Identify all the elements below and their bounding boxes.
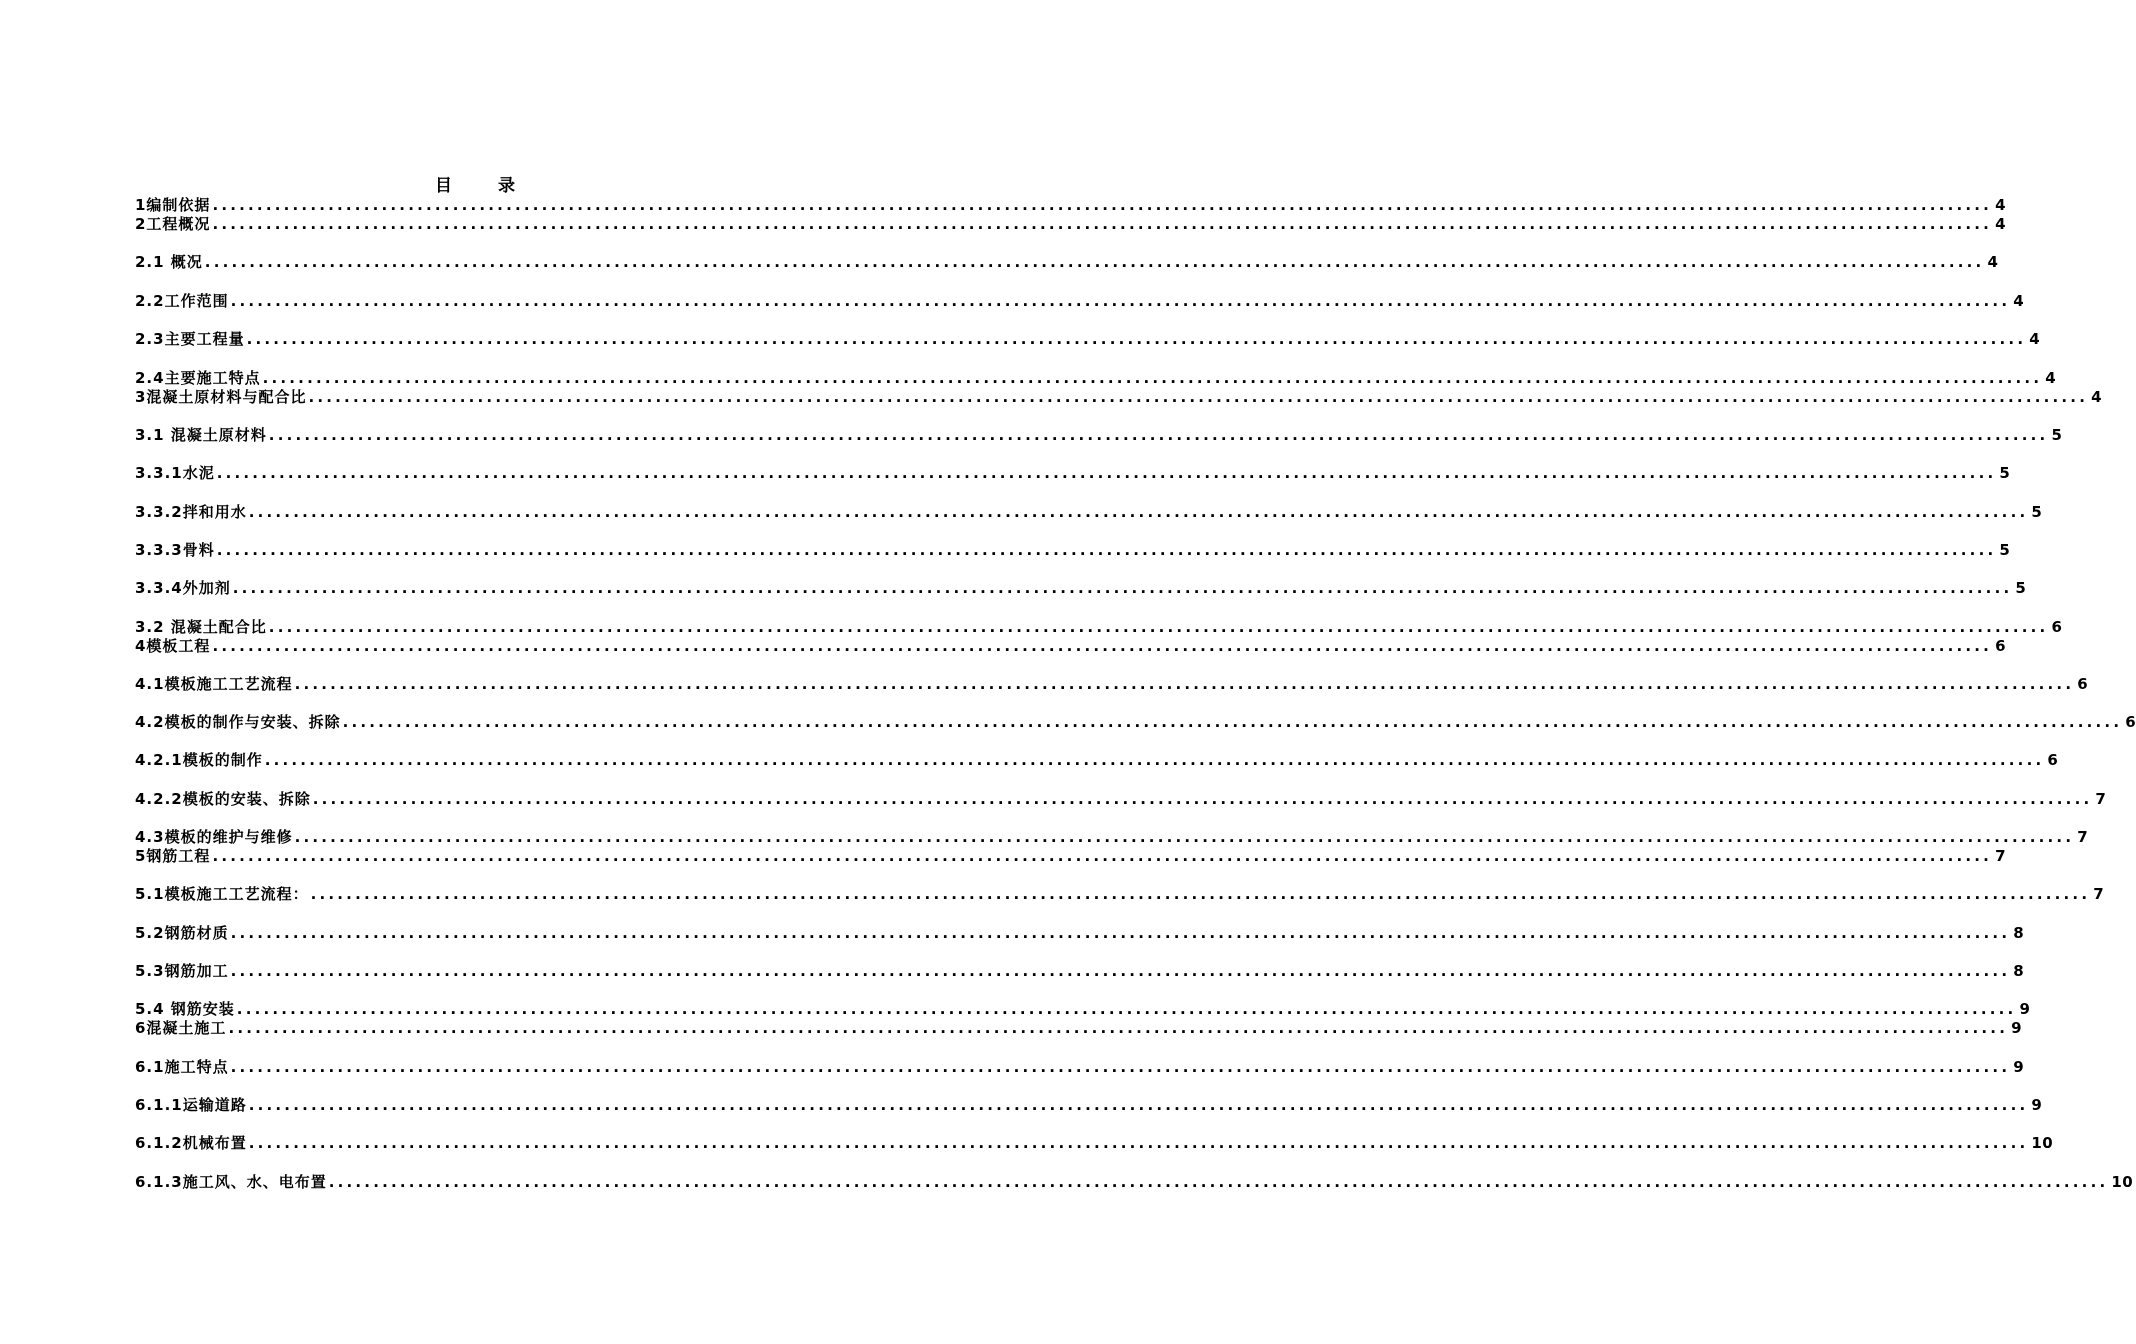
toc-title: 目 录 xyxy=(435,176,535,196)
toc-entry-label: 4模板工程 xyxy=(135,637,211,655)
toc-dot-leader: ........................................................................................................................................................................................................ xyxy=(246,330,2027,348)
toc-entry-label: 6.1.2机械布置 xyxy=(135,1134,247,1152)
toc-dot-leader: ........................................................................................................................................................................................................ xyxy=(308,388,2089,406)
toc-entry-label: 4.2模板的制作与安装、拆除 xyxy=(135,713,341,731)
toc-entry-page-number: 6 xyxy=(2047,751,2059,769)
toc-entry[interactable] xyxy=(135,846,2007,866)
toc-entry[interactable] xyxy=(135,1018,2023,1038)
toc-entry-page-number: 9 xyxy=(2031,1096,2043,1114)
toc-entry-page-number: 9 xyxy=(2019,1000,2031,1018)
toc-entry[interactable] xyxy=(135,827,2089,847)
toc-entry-page-number: 4 xyxy=(1995,196,2007,214)
toc-entry-label: 6混凝土施工 xyxy=(135,1019,227,1037)
toc-entry[interactable] xyxy=(135,387,2103,407)
toc-dot-leader: ........................................................................................................................................................................................................ xyxy=(248,1134,2029,1152)
toc-dot-leader: ........................................................................................................................................................................................................ xyxy=(230,924,2011,942)
toc-entry-page-number: 5 xyxy=(1999,541,2011,559)
toc-entry[interactable] xyxy=(135,214,2007,234)
toc-entry-label: 3.1 混凝土原材料 xyxy=(135,426,267,444)
toc-dot-leader: ........................................................................................................................................................................................................ xyxy=(248,503,2029,521)
toc-dot-leader: ........................................................................................................................................................................................................ xyxy=(230,1058,2011,1076)
toc-entry[interactable] xyxy=(135,923,2025,943)
toc-entry-label: 4.3模板的维护与维修 xyxy=(135,828,293,846)
toc-entry[interactable] xyxy=(135,712,2136,732)
toc-entry-label: 1编制依据 xyxy=(135,196,211,214)
toc-entry-page-number: 6 xyxy=(2077,675,2089,693)
toc-entry-page-number: 7 xyxy=(2093,885,2105,903)
toc-entry[interactable] xyxy=(135,999,2031,1019)
toc-dot-leader: ........................................................................................................................................................................................................ xyxy=(230,962,2011,980)
toc-dot-leader: ........................................................................................................................................................................................................ xyxy=(212,637,1993,655)
toc-dot-leader: ........................................................................................................................................................................................................ xyxy=(212,215,1993,233)
toc-entry-label: 2工程概况 xyxy=(135,215,211,233)
toc-dot-leader: ........................................................................................................................................................................................................ xyxy=(268,618,2049,636)
toc-entry-label: 2.1 概况 xyxy=(135,253,203,271)
toc-dot-leader: ........................................................................................................................................................................................................ xyxy=(236,1000,2017,1018)
toc-entry-label: 4.2.2模板的安装、拆除 xyxy=(135,790,311,808)
toc-entry-page-number: 9 xyxy=(2011,1019,2023,1037)
toc-entry[interactable] xyxy=(135,329,2041,349)
toc-entry-label: 3.2 混凝土配合比 xyxy=(135,618,267,636)
toc-dot-leader: ........................................................................................................................................................................................................ xyxy=(328,1173,2109,1191)
toc-entry[interactable] xyxy=(135,425,2063,445)
toc-entry[interactable] xyxy=(135,617,2063,637)
toc-dot-leader: ........................................................................................................................................................................................................ xyxy=(230,292,2011,310)
toc-dot-leader: ........................................................................................................................................................................................................ xyxy=(228,1019,2009,1037)
toc-entry-page-number: 7 xyxy=(1995,847,2007,865)
toc-entry[interactable] xyxy=(135,252,1999,272)
toc-dot-leader: ........................................................................................................................................................................................................ xyxy=(216,541,1997,559)
toc-entry[interactable] xyxy=(135,636,2007,656)
toc-entry-page-number: 5 xyxy=(2015,579,2027,597)
toc-entry[interactable] xyxy=(135,884,2105,904)
toc-entry-page-number: 5 xyxy=(2051,426,2063,444)
toc-dot-leader: ........................................................................................................................................................................................................ xyxy=(294,828,2075,846)
toc-entry[interactable] xyxy=(135,195,2007,215)
toc-entry[interactable] xyxy=(135,578,2027,598)
toc-entry-page-number: 8 xyxy=(2013,962,2025,980)
toc-dot-leader: ........................................................................................................................................................................................................ xyxy=(342,713,2123,731)
toc-dot-leader: ........................................................................................................................................................................................................ xyxy=(216,464,1997,482)
toc-dot-leader: ........................................................................................................................................................................................................ xyxy=(212,196,1993,214)
toc-entry-label: 6.1.3施工风、水、电布置 xyxy=(135,1173,327,1191)
toc-dot-leader: ........................................................................................................................................................................................................ xyxy=(310,885,2091,903)
toc-entry-page-number: 6 xyxy=(1995,637,2007,655)
toc-entry[interactable] xyxy=(135,1095,2043,1115)
toc-entry-label: 3.3.2拌和用水 xyxy=(135,503,247,521)
toc-entry-label: 4.2.1模板的制作 xyxy=(135,751,263,769)
toc-entry-page-number: 4 xyxy=(2029,330,2041,348)
toc-entry[interactable] xyxy=(135,502,2043,522)
toc-entry-label: 5.2钢筋材质 xyxy=(135,924,229,942)
toc-dot-leader: ........................................................................................................................................................................................................ xyxy=(264,751,2045,769)
toc-entry[interactable] xyxy=(135,1133,2054,1153)
toc-entry[interactable] xyxy=(135,463,2011,483)
toc-entry[interactable] xyxy=(135,1057,2025,1077)
toc-entry-label: 2.4主要施工特点 xyxy=(135,369,261,387)
toc-dot-leader: ........................................................................................................................................................................................................ xyxy=(312,790,2093,808)
toc-entry-page-number: 7 xyxy=(2077,828,2089,846)
toc-entry-page-number: 4 xyxy=(2045,369,2057,387)
toc-dot-leader: ........................................................................................................................................................................................................ xyxy=(294,675,2075,693)
toc-dot-leader: ........................................................................................................................................................................................................ xyxy=(212,847,1993,865)
toc-entry-page-number: 4 xyxy=(2091,388,2103,406)
toc-entry-page-number: 10 xyxy=(2111,1173,2134,1191)
toc-entry-label: 5.3钢筋加工 xyxy=(135,962,229,980)
toc-entry[interactable] xyxy=(135,291,2025,311)
toc-entry-label: 5钢筋工程 xyxy=(135,847,211,865)
toc-entry-label: 3.3.1水泥 xyxy=(135,464,215,482)
toc-entry[interactable] xyxy=(135,961,2025,981)
toc-entry[interactable] xyxy=(135,789,2107,809)
toc-entry-label: 5.1模板施工工艺流程： xyxy=(135,885,309,903)
toc-dot-leader: ........................................................................................................................................................................................................ xyxy=(232,579,2013,597)
toc-entry-page-number: 9 xyxy=(2013,1058,2025,1076)
toc-entry[interactable] xyxy=(135,674,2089,694)
toc-entry-label: 3混凝土原材料与配合比 xyxy=(135,388,307,406)
toc-entry[interactable] xyxy=(135,1172,2134,1192)
toc-dot-leader: ........................................................................................................................................................................................................ xyxy=(248,1096,2029,1114)
toc-entry-label: 4.1模板施工工艺流程 xyxy=(135,675,293,693)
toc-entry-label: 6.1.1运输道路 xyxy=(135,1096,247,1114)
toc-entry-page-number: 10 xyxy=(2031,1134,2054,1152)
toc-entry[interactable] xyxy=(135,540,2011,560)
toc-entry-page-number: 6 xyxy=(2051,618,2063,636)
toc-entry-label: 2.3主要工程量 xyxy=(135,330,245,348)
toc-entry-page-number: 6 xyxy=(2125,713,2136,731)
toc-dot-leader: ........................................................................................................................................................................................................ xyxy=(204,253,1985,271)
toc-entry-label: 2.2工作范围 xyxy=(135,292,229,310)
toc-entry[interactable] xyxy=(135,750,2059,770)
toc-dot-leader: ........................................................................................................................................................................................................ xyxy=(268,426,2049,444)
toc-entry-label: 6.1施工特点 xyxy=(135,1058,229,1076)
toc-entry-page-number: 5 xyxy=(2031,503,2043,521)
toc-entry-page-number: 8 xyxy=(2013,924,2025,942)
toc-entry-page-number: 4 xyxy=(1987,253,1999,271)
toc-entry-page-number: 7 xyxy=(2095,790,2107,808)
toc-entry-page-number: 4 xyxy=(1995,215,2007,233)
toc-entry[interactable] xyxy=(135,368,2057,388)
toc-dot-leader: ........................................................................................................................................................................................................ xyxy=(262,369,2043,387)
toc-entry-label: 3.3.3骨料 xyxy=(135,541,215,559)
toc-entry-label: 5.4 钢筋安装 xyxy=(135,1000,235,1018)
toc-entry-page-number: 4 xyxy=(2013,292,2025,310)
toc-entry-label: 3.3.4外加剂 xyxy=(135,579,231,597)
toc-entry-page-number: 5 xyxy=(1999,464,2011,482)
